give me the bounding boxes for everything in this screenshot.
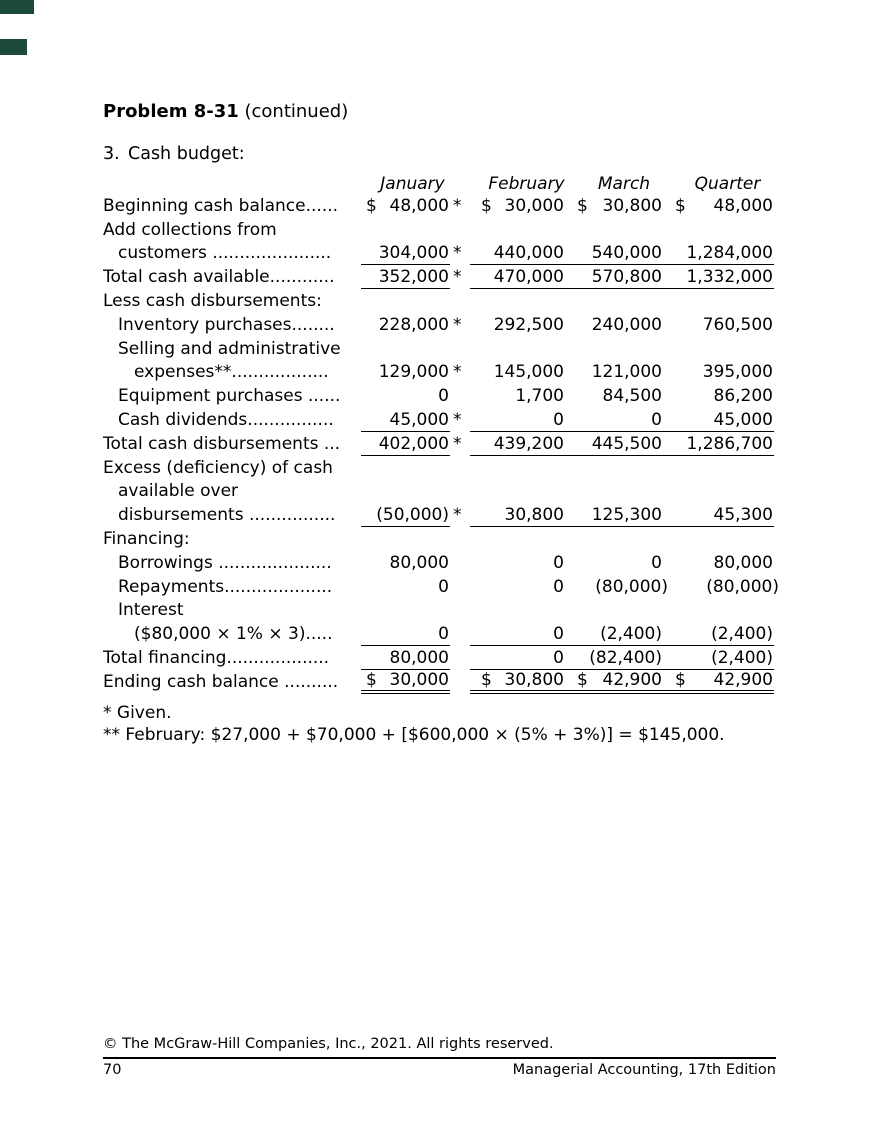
value: 402,000 (378, 433, 449, 454)
value: 1,284,000 (686, 243, 773, 264)
cell-february (470, 410, 565, 432)
cell-quarter (663, 624, 774, 646)
footnote-marker: * (453, 243, 462, 264)
footnote-marker (450, 597, 470, 599)
table-row (103, 503, 778, 527)
footnote-marker (450, 406, 470, 408)
dollar-sign: $ (577, 669, 588, 690)
value: 42,900 (602, 669, 662, 690)
value: 292,500 (493, 314, 564, 335)
row-label: customers ...................... (118, 243, 332, 264)
cell-january (361, 386, 450, 408)
table-row (103, 599, 778, 623)
row-label: Add collections from (103, 219, 277, 240)
cell-february (470, 670, 565, 694)
row-label: Selling and administrative (118, 338, 341, 359)
value: 129,000 (378, 362, 449, 383)
footnote-marker: * (453, 362, 462, 383)
cell-quarter (663, 576, 779, 599)
dollar-sign: $ (366, 669, 377, 690)
row-label: Repayments.................... (118, 576, 333, 597)
cell-january (361, 434, 450, 456)
row-label: Beginning cash balance...... (103, 195, 339, 216)
cell-quarter (663, 505, 774, 527)
value: 440,000 (493, 243, 564, 264)
column-header-january: January (380, 174, 445, 194)
table-row (103, 265, 778, 289)
value: (50,000) (376, 505, 449, 526)
value: 125,300 (591, 505, 662, 526)
value: (2,400) (711, 647, 773, 668)
cell-january (361, 315, 450, 337)
value: 30,800 (602, 195, 662, 216)
cell-quarter (663, 267, 774, 289)
cell-march (565, 243, 663, 265)
corner-mark-bottom (0, 39, 27, 55)
value: 30,800 (504, 669, 564, 690)
dollar-sign: $ (577, 195, 588, 216)
cell-february (470, 577, 565, 599)
table-header-row (103, 169, 778, 194)
table-row (103, 527, 778, 551)
table-row (103, 575, 778, 599)
table-row (103, 242, 778, 266)
footnote-line: ** February: $27,000 + $70,000 + [$600,000 × (5% + 3%)] = $145,000. (103, 724, 725, 745)
value: 228,000 (378, 314, 449, 335)
table-row (103, 194, 778, 218)
row-label: disbursements ................ (118, 505, 336, 526)
table-row (103, 361, 778, 385)
cell-february (470, 362, 565, 384)
value: 470,000 (493, 267, 564, 288)
footnote-marker (450, 668, 470, 670)
value: (82,400) (589, 647, 662, 668)
value: 0 (553, 647, 564, 668)
table-row (103, 480, 778, 504)
cell-quarter (663, 410, 774, 432)
value: 1,286,700 (686, 433, 773, 454)
cell-quarter (663, 648, 774, 670)
dollar-sign: $ (675, 195, 686, 216)
page-number: 70 (103, 1062, 122, 1078)
problem-number: Problem 8-31 (103, 101, 239, 122)
value: 445,500 (591, 433, 662, 454)
copyright-line: © The McGraw-Hill Companies, Inc., 2021. All rights reserved. (103, 1036, 554, 1052)
footnote-marker: * (453, 314, 462, 335)
value: (80,000) (706, 576, 779, 597)
footnotes (103, 703, 725, 746)
value: 86,200 (713, 386, 773, 407)
cell-january (361, 553, 450, 575)
value: 0 (553, 576, 564, 597)
value: 80,000 (713, 552, 773, 573)
value: 45,000 (389, 409, 449, 430)
cell-march (565, 670, 663, 694)
cell-february (470, 434, 565, 456)
row-label: Equipment purchases ...... (118, 386, 341, 407)
value: (80,000) (595, 576, 668, 597)
cash-budget-table (103, 169, 778, 694)
value: 0 (438, 386, 449, 407)
cell-march (565, 505, 663, 527)
cell-february (470, 196, 565, 218)
cell-march (565, 553, 663, 575)
cell-january (361, 624, 450, 646)
row-label: ($80,000 × 1% × 3)..... (134, 624, 333, 645)
cell-march (565, 386, 663, 408)
footnote-marker: * (453, 195, 462, 216)
value: 0 (438, 576, 449, 597)
cell-quarter (663, 386, 774, 408)
value: 240,000 (591, 314, 662, 335)
cell-february (470, 624, 565, 646)
footnote-marker: * (453, 409, 462, 430)
section-heading (103, 144, 245, 164)
table-row (103, 218, 778, 242)
table-row (103, 313, 778, 337)
table-row (103, 337, 778, 361)
value: 0 (438, 624, 449, 645)
cell-february (470, 386, 565, 408)
cell-january (361, 670, 450, 694)
row-label: Cash dividends................ (118, 409, 334, 430)
table-row (103, 670, 778, 694)
value: (2,400) (711, 624, 773, 645)
section-number: 3. (103, 144, 120, 164)
cell-january (361, 410, 450, 432)
value: 352,000 (378, 267, 449, 288)
footer-row (103, 1059, 776, 1078)
footnote-marker: * (453, 505, 462, 526)
cell-march (565, 434, 663, 456)
value: 0 (651, 409, 662, 430)
row-label: available over (118, 481, 239, 502)
footnote-marker (450, 573, 470, 575)
cell-february (470, 505, 565, 527)
cell-quarter (663, 670, 774, 694)
cell-march (565, 196, 663, 218)
value: 48,000 (713, 195, 773, 216)
row-label: Financing: (103, 528, 190, 549)
row-label: Interest (118, 600, 184, 621)
value: 145,000 (493, 362, 564, 383)
cell-february (470, 243, 565, 265)
cell-march (565, 410, 663, 432)
table-row (103, 551, 778, 575)
value: 304,000 (378, 243, 449, 264)
value: 48,000 (389, 195, 449, 216)
value: 30,000 (389, 669, 449, 690)
table-row (103, 646, 778, 670)
value: 45,000 (713, 409, 773, 430)
table-row (103, 408, 778, 432)
cell-march (565, 362, 663, 384)
cell-quarter (663, 362, 774, 384)
value: 80,000 (389, 647, 449, 668)
value: 1,700 (515, 386, 564, 407)
value: 42,900 (713, 669, 773, 690)
value: 30,800 (504, 505, 564, 526)
value: 439,200 (493, 433, 564, 454)
cell-february (470, 648, 565, 670)
cell-february (470, 267, 565, 289)
value: (2,400) (600, 624, 662, 645)
cell-february (470, 553, 565, 575)
cell-january (361, 505, 450, 527)
value: 1,332,000 (686, 267, 773, 288)
column-header-quarter: Quarter (694, 174, 761, 194)
footnote-marker (450, 644, 470, 646)
page-title (103, 101, 348, 122)
corner-mark-top (0, 0, 34, 14)
book-title: Managerial Accounting, 17th Edition (512, 1062, 776, 1078)
value: 570,800 (591, 267, 662, 288)
row-label: expenses**.................. (134, 362, 329, 383)
cell-january (361, 196, 450, 218)
cell-quarter (663, 434, 774, 456)
cell-january (361, 577, 450, 599)
footnote-marker: * (453, 267, 462, 288)
table-row (103, 622, 778, 646)
cell-march (565, 648, 663, 670)
cell-january (361, 362, 450, 384)
row-label: Less cash disbursements: (103, 290, 322, 311)
value: 540,000 (591, 243, 662, 264)
row-label: Total cash available............ (103, 267, 335, 288)
cell-march (565, 624, 663, 646)
cell-march (565, 267, 663, 289)
cell-january (361, 267, 450, 289)
value: 80,000 (389, 552, 449, 573)
table-row (103, 432, 778, 456)
dollar-sign: $ (481, 669, 492, 690)
value: 760,500 (702, 314, 773, 335)
problem-continued-label: (continued) (238, 101, 349, 122)
value: 0 (553, 552, 564, 573)
cell-march (565, 576, 668, 599)
row-label: Ending cash balance .......... (103, 671, 339, 692)
cell-january (361, 243, 450, 265)
row-label: Total cash disbursements ... (103, 433, 341, 454)
value: 0 (651, 552, 662, 573)
section-title: Cash budget: (128, 144, 245, 164)
dollar-sign: $ (675, 669, 686, 690)
value: 0 (553, 624, 564, 645)
column-header-march: March (597, 174, 651, 194)
dollar-sign: $ (481, 195, 492, 216)
cell-march (565, 315, 663, 337)
cell-february (470, 315, 565, 337)
row-label: Borrowings ..................... (118, 552, 332, 573)
cell-quarter (663, 196, 774, 218)
footnote-marker: * (453, 433, 462, 454)
table-row (103, 289, 778, 313)
value: 121,000 (591, 362, 662, 383)
cell-quarter (663, 315, 774, 337)
row-label: Excess (deficiency) of cash (103, 457, 333, 478)
cell-january (361, 648, 450, 670)
table-row (103, 456, 778, 480)
value: 395,000 (702, 362, 773, 383)
dollar-sign: $ (366, 195, 377, 216)
value: 84,500 (602, 386, 662, 407)
table-row (103, 384, 778, 408)
cell-quarter (663, 553, 774, 575)
footnote-line: * Given. (103, 703, 172, 723)
page-footer (103, 1036, 776, 1078)
value: 45,300 (713, 505, 773, 526)
footnote-marker (450, 692, 470, 694)
value: 0 (553, 409, 564, 430)
row-label: Total financing................... (103, 647, 330, 668)
cell-quarter (663, 243, 774, 265)
column-header-february: February (488, 174, 565, 194)
value: 30,000 (504, 195, 564, 216)
row-label: Inventory purchases........ (118, 314, 335, 335)
